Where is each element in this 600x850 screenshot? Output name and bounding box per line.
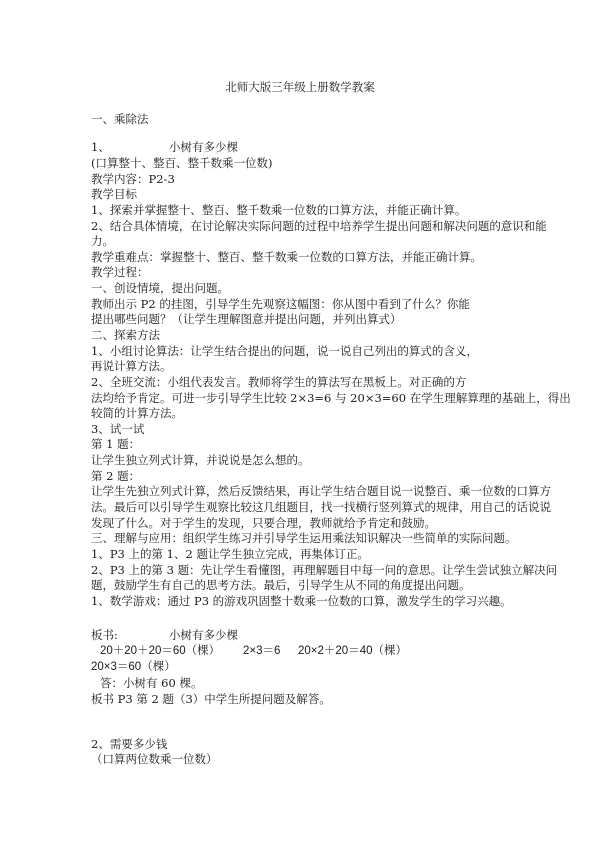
board-label: 板书: bbox=[91, 628, 118, 642]
board-title: 小树有多少棵 bbox=[169, 628, 238, 642]
board-answer: 答：小树有 60 棵。 bbox=[100, 676, 203, 690]
lesson-2-title-text: 需要多少钱 bbox=[109, 737, 168, 751]
apply-2-line-2: 题，鼓励学生有自己的思考方法。最后，引导学生从不同的角度提出问题。 bbox=[91, 578, 471, 592]
lesson-2-title bbox=[91, 737, 167, 752]
goals-heading: 教学目标 bbox=[91, 187, 137, 201]
teaching-content: 教学内容：P2-3 bbox=[91, 172, 175, 186]
step-2-1-line-2: 再说计算方法。 bbox=[91, 359, 172, 373]
step-2-2-line-2: 法均给予肯定。可进一步引导学生比较 2×3=6 与 20×3=60 在学生理解算理的基础上，得出 bbox=[91, 391, 571, 405]
process-heading: 教学过程： bbox=[91, 265, 149, 279]
lesson-subtitle: (口算整十、整百、整千数乘一位数) bbox=[91, 156, 273, 170]
board-note: 板书 P3 第 2 题（3）中学生所提问题及解答。 bbox=[91, 692, 331, 706]
step-1-line-1: 教师出示 P2 的挂图，引导学生先观察这幅图：你从图中看到了什么？你能 bbox=[91, 297, 470, 311]
apply-heading: 三、理解与应用：组织学生练习并引导学生运用乘法知识解决一些简单的实际问题。 bbox=[91, 531, 517, 545]
section-heading: 一、乘除法 bbox=[91, 112, 149, 126]
lesson-2-number: 2、 bbox=[91, 737, 110, 751]
step-3-heading: 3、试一试 bbox=[91, 422, 145, 436]
goal-1: 1、探索并掌握整十、整百、整千数乘一位数的口算方法，并能正确计算。 bbox=[91, 203, 467, 217]
apply-3: 1、数学游戏：通过 P3 的游戏巩固整十数乘一位数的口算，激发学生的学习兴趣。 bbox=[91, 594, 512, 608]
doc-title: 北师大版三年级上册数学教案 bbox=[225, 80, 375, 94]
question-2-heading: 第 2 题： bbox=[91, 469, 141, 483]
question-1-heading: 第 1 题： bbox=[91, 437, 141, 451]
board-equation-4: 20×3＝60（棵） bbox=[91, 661, 176, 673]
step-1-line-2: 提出哪些问题？（让学生理解图意并提出问题，并列出算式） bbox=[91, 312, 402, 326]
goal-2-line-1: 2、结合具体情境，在讨论解决实际问题的过程中培养学生提出问题和解决问题的意识和能 bbox=[91, 219, 547, 233]
step-2-2-line-3: 较简的计算方法。 bbox=[91, 406, 183, 420]
question-2-line-2: 法。最后可以引导学生观察比较这几组题目，找一找横行竖列算式的规律，用自己的话说说 bbox=[91, 500, 551, 514]
step-2-2-line-1: 2、全班交流：小组代表发言。教师将学生的算法写在黑板上。对正确的方 bbox=[91, 375, 467, 389]
goal-2-line-2: 力。 bbox=[91, 234, 114, 248]
question-2-line-3: 发现了什么。对于学生的发现，只要合理，教师就给予肯定和鼓励。 bbox=[91, 516, 436, 530]
apply-2-line-1: 2、P3 上的第 3 题：先让学生看懂图，再理解题目中每一问的意思。让学生尝试独立解决问 bbox=[91, 563, 558, 577]
lesson-title: 小树有多少棵 bbox=[169, 140, 238, 154]
board-equation-2: 2×3＝6 bbox=[243, 645, 281, 657]
step-1-heading: 一、创设情境，提出问题。 bbox=[91, 281, 229, 295]
lesson-2-subtitle: （口算两位数乘一位数） bbox=[91, 752, 218, 766]
board-equation-1: 20＋20＋20＝60（棵） bbox=[100, 645, 221, 657]
question-2-line-1: 让学生先独立列式计算，然后反馈结果，再让学生结合题目说一说整百、乘一位数的口算方 bbox=[91, 484, 551, 498]
step-2-heading: 二、探索方法 bbox=[91, 328, 160, 342]
apply-1: 1、P3 上的第 1、2 题让学生独立完成，再集体订正。 bbox=[91, 547, 369, 561]
question-1-text: 让学生独立列式计算，并说说是怎么想的。 bbox=[91, 453, 310, 467]
board-equation-3: 20×2＋20＝40（棵） bbox=[298, 645, 407, 657]
key-point: 教学重难点：掌握整十、整百、整千数乘一位数的口算方法，并能正确计算。 bbox=[91, 250, 482, 264]
step-2-1-line-1: 1、小组讨论算法：让学生结合提出的问题，说一说自己列出的算式的含义， bbox=[91, 344, 478, 358]
lesson-number: 1、 bbox=[91, 140, 110, 154]
